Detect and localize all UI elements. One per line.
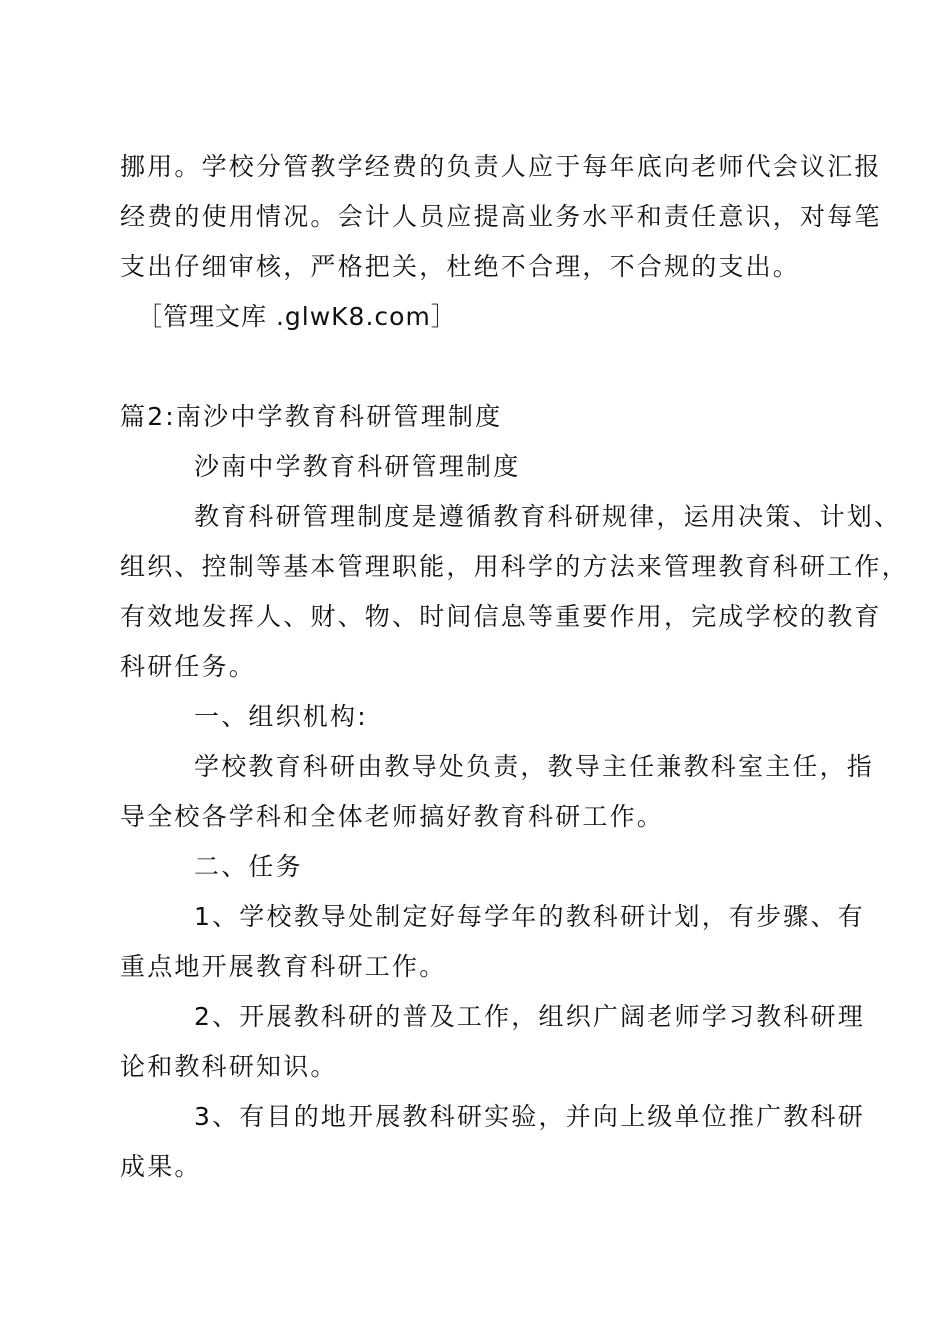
- list-item: 3、有目的地开展教科研实验，并向上级单位推广教科研: [194, 1102, 865, 1131]
- paragraph-line: 支出仔细审核，严格把关，杜绝不合理，不合规的支出。: [120, 252, 801, 281]
- document-title: 沙南中学教育科研管理制度: [194, 452, 521, 481]
- paragraph-line: 挪用。学校分管教学经费的负责人应于每年底向老师代会议汇报: [120, 152, 882, 181]
- paragraph-line: 成果。: [120, 1152, 202, 1181]
- source-reference: ［管理文库 .glwK8.com］: [137, 302, 457, 331]
- paragraph-line: 科研任务。: [120, 652, 257, 681]
- paragraph-line: 论和教科研知识。: [120, 1052, 338, 1081]
- paragraph-line: 经费的使用情况。会计人员应提高业务水平和责任意识，对每笔: [120, 202, 882, 231]
- subheading: 一、组织机构:: [194, 702, 368, 731]
- paragraph-line: 有效地发挥人、财、物、时间信息等重要作用，完成学校的教育: [120, 602, 882, 631]
- paragraph-line: 组织、控制等基本管理职能，用科学的方法来管理教育科研工作，: [120, 552, 909, 581]
- list-item: 2、开展教科研的普及工作，组织广阔老师学习教科研理: [194, 1002, 865, 1031]
- list-item: 1、学校教导处制定好每学年的教科研计划，有步骤、有: [194, 902, 865, 931]
- paragraph-line: 重点地开展教育科研工作。: [120, 952, 447, 981]
- paragraph-line: 教育科研管理制度是遵循教育科研规律，运用决策、计划、: [194, 502, 902, 531]
- paragraph-line: 学校教育科研由教导处负责，教导主任兼教科室主任，指: [194, 752, 875, 781]
- subheading: 二、任务: [194, 852, 303, 881]
- section-heading: 篇2:南沙中学教育科研管理制度: [120, 402, 503, 431]
- paragraph-line: 导全校各学科和全体老师搞好教育科研工作。: [120, 802, 665, 831]
